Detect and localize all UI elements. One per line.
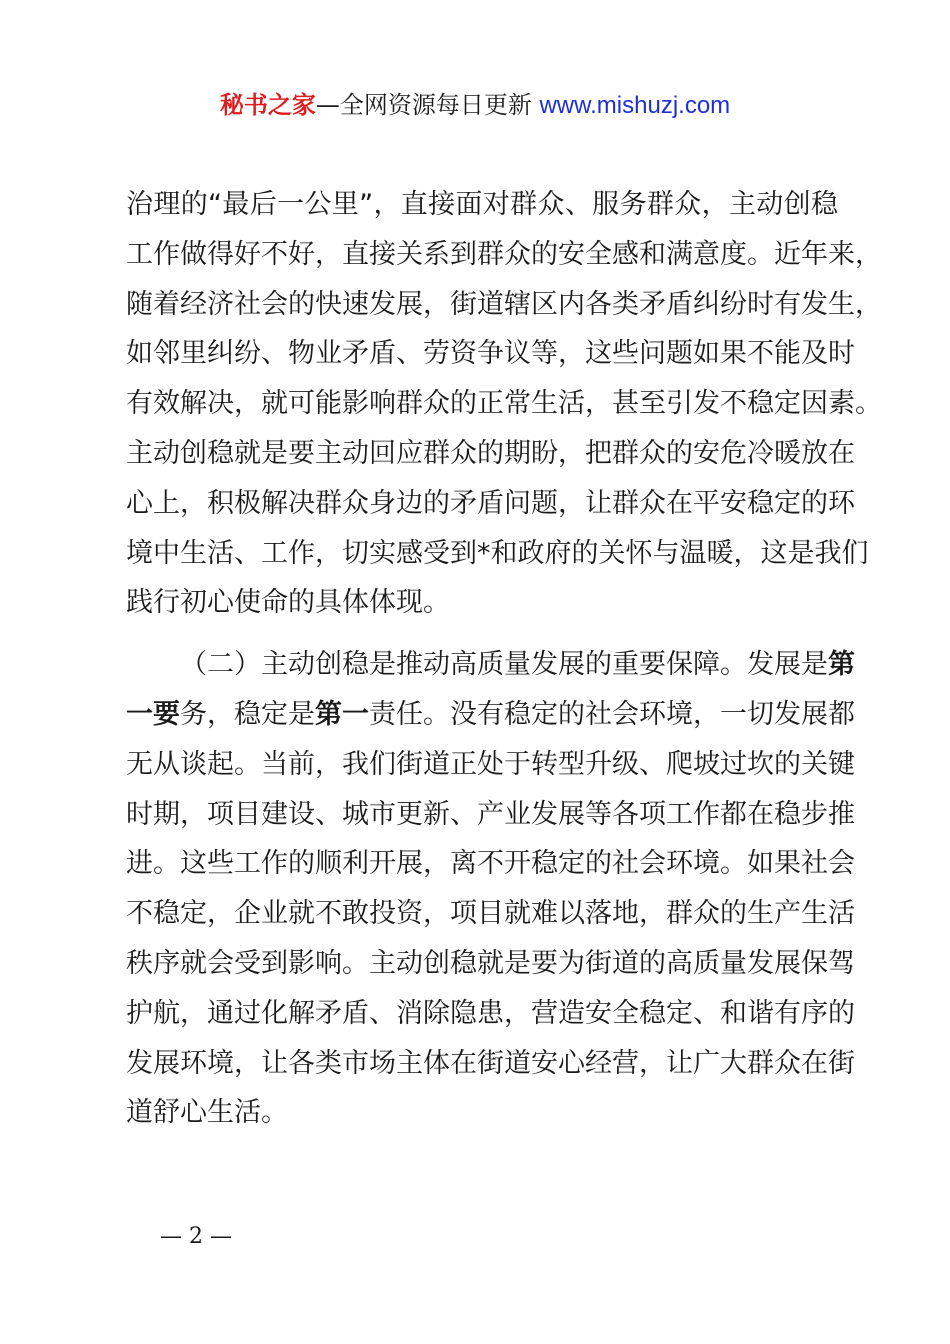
header-tagline: 全网资源每日更新: [339, 91, 532, 119]
text-line: 时期，项目建设、城市更新、产业发展等各项工作都在稳步推: [126, 798, 855, 830]
header-separator: —: [315, 91, 340, 119]
text-line: 不稳定，企业就不敢投资，项目就难以落地，群众的生产生活: [126, 898, 855, 930]
paragraph-1: [126, 180, 882, 628]
bold-text: 第: [828, 649, 855, 681]
text-line: 无从谈起。当前，我们街道正处于转型升级、爬坡过坎的关键: [126, 748, 855, 780]
site-header: [0, 88, 950, 123]
site-brand: 秘书之家: [219, 91, 316, 119]
text-span: 责任。没有稳定的社会环境，一切发展都: [369, 698, 855, 730]
bold-text: 第一: [315, 698, 369, 730]
text-line-heading: [126, 640, 855, 690]
text-line: 践行初心使命的具体体现。: [126, 587, 450, 619]
text-line: 道舒心生活。: [126, 1097, 288, 1129]
site-url-link[interactable]: www.mishuzj.com: [539, 92, 731, 119]
text-line: 发展环境，让各类市场主体在街道安心经营，让广大群众在街: [126, 1047, 855, 1079]
text-line: 主动创稳就是要主动回应群众的期盼，把群众的安危冷暖放在: [126, 437, 855, 469]
text-line: 秩序就会受到影响。主动创稳就是要为街道的高质量发展保驾: [126, 947, 855, 979]
text-line: 境中生活、工作，切实感受到*和政府的关怀与温暖，这是我们: [126, 537, 869, 569]
bold-text: 一要: [126, 698, 180, 730]
text-line: 治理的“最后一公里”，直接面对群众、服务群众，主动创稳: [126, 189, 838, 220]
text-line: 工作做得好不好，直接关系到群众的安全感和满意度。近年来，: [126, 238, 882, 270]
text-line: 有效解决，就可能影响群众的正常生活，甚至引发不稳定因素。: [126, 388, 882, 420]
text-line: [126, 690, 855, 740]
text-line: 进。这些工作的顺利开展，离不开稳定的社会环境。如果社会: [126, 848, 855, 880]
text-line: 如邻里纠纷、物业矛盾、劳资争议等，这些问题如果不能及时: [126, 338, 855, 370]
text-line: 护航，通过化解矛盾、消除隐患，营造安全稳定、和谐有序的: [126, 997, 855, 1029]
document-body: [126, 180, 882, 1138]
section-heading: （二）主动创稳是推动高质量发展的重要保障。发展是: [180, 649, 828, 681]
paragraph-2: [126, 640, 855, 1138]
text-span: 务，稳定是: [180, 698, 315, 730]
page-number: — 2 —: [160, 1224, 232, 1249]
text-line: 随着经济社会的快速发展，街道辖区内各类矛盾纠纷时有发生，: [126, 288, 882, 320]
text-line: 心上，积极解决群众身边的矛盾问题，让群众在平安稳定的环: [126, 487, 855, 519]
